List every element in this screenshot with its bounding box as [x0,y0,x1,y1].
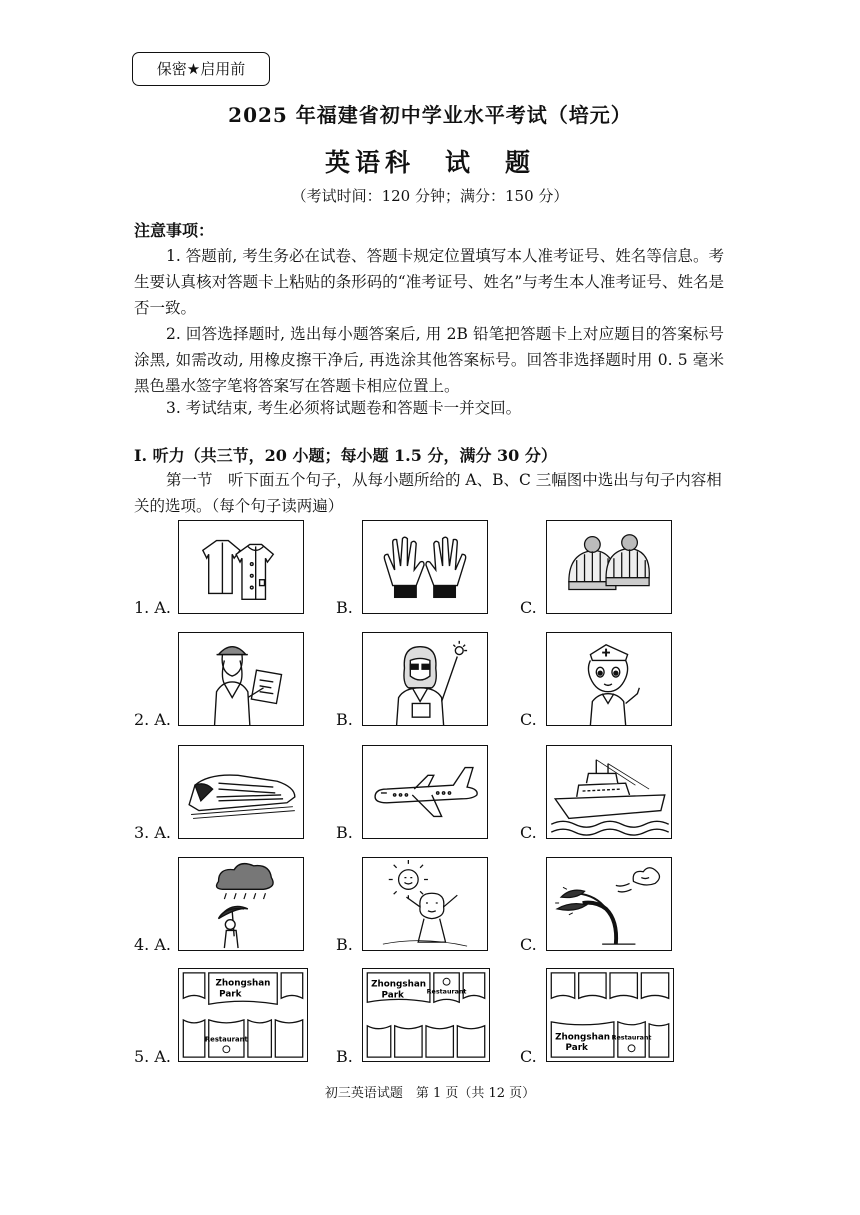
q3-b-label: B. [336,823,353,842]
q1-option-c[interactable] [546,520,672,614]
rainy-umbrella-icon [179,858,303,950]
page-footer: 初三英语试题 第 1 页（共 12 页） [324,1086,536,1101]
q3-option-a[interactable] [178,745,304,839]
jackets-icon [179,521,303,613]
engineer-icon [179,633,303,725]
q2-b-label: B. [336,710,353,729]
park-sign-line2: Park [565,1043,588,1054]
q4-option-a[interactable] [178,857,304,951]
airplane-icon [363,746,487,838]
notice-item-1: 1. 答题前, 考生务必在试卷、答题卡规定位置填写本人准考证号、姓名等信息。考生要认真核对答题卡上粘贴的条形码的“准考证号、姓名”与考生本人准考证号、姓名是否一致。 [134,247,724,317]
q2-option-a[interactable] [178,632,304,726]
notice-item-2: 2. 回答选择题时, 选出每小题答案后, 用 2B 铅笔把答题卡上对应题目的答案标号涂黑, 如需改动, 用橡皮擦干净后, 再选涂其他答案标号。回答非选择题时用 0. 5 毫米黑色墨水签字笔将答案写在答题卡相应位置上。 [134,325,724,395]
q4-option-c[interactable] [546,857,672,951]
q1-option-a[interactable] [178,520,304,614]
q2-option-c[interactable] [546,632,672,726]
q4-b-label: B. [336,935,353,954]
q1-c-label: C. [520,598,537,617]
q1-option-b[interactable] [362,520,488,614]
ship-icon [547,746,671,838]
q5-option-a[interactable] [178,968,308,1062]
confidential-badge: 保密★启用前 [132,52,270,86]
restaurant-sign: Restaurant [204,1035,248,1044]
q2-option-b[interactable] [362,632,488,726]
q3-a-label: 3. A. [134,823,171,842]
q5-option-c[interactable] [546,968,674,1062]
exam-title: 2025 年福建省初中学业水平考试（培元） [228,103,632,127]
q5-b-label: B. [336,1047,353,1066]
map-c-icon [547,969,673,1061]
exam-subject: 英语科 试 题 [324,148,535,177]
park-sign-line1: Zhongshan [371,979,427,990]
notice-item-3: 3. 考试结束, 考生必须将试题卷和答题卡一并交回。 [166,399,522,417]
park-sign-line2: Park [381,990,404,1001]
q5-option-b[interactable] [362,968,490,1062]
park-sign-line2: Park [219,989,242,1000]
q4-c-label: C. [520,935,537,954]
part1-instruction: 第一节 听下面五个句子，从每小题所给的 A、B、C 三幅图中选出与句子内容相关的选项。（每个句子读两遍） [134,471,722,515]
listening-section-heading: I. 听力（共三节，20 小题；每小题 1.5 分，满分 30 分） [134,446,557,465]
high-speed-train-icon [179,746,303,838]
exam-time-info: （考试时间：120 分钟；满分：150 分） [291,187,569,205]
notice-heading: 注意事项： [134,221,215,240]
q3-option-b[interactable] [362,745,488,839]
q2-a-label: 2. A. [134,710,171,729]
park-sign-line1: Zhongshan [555,1032,611,1043]
q1-b-label: B. [336,598,353,617]
restaurant-sign: Restaurant [426,988,467,996]
map-b-icon [363,969,489,1061]
windy-tree-icon [547,858,671,950]
teacher-icon [363,633,487,725]
nurse-icon [547,633,671,725]
sunny-girl-icon [363,858,487,950]
q3-c-label: C. [520,823,537,842]
q5-a-label: 5. A. [134,1047,171,1066]
q5-c-label: C. [520,1047,537,1066]
q3-option-c[interactable] [546,745,672,839]
q2-c-label: C. [520,710,537,729]
q4-option-b[interactable] [362,857,488,951]
restaurant-sign: Restaurant [611,1034,652,1042]
map-a-icon [179,969,307,1061]
gloves-icon [363,521,487,613]
q4-a-label: 4. A. [134,935,171,954]
park-sign-line1: Zhongshan [215,978,271,989]
q1-a-label: 1. A. [134,598,171,617]
knit-hats-icon [547,521,671,613]
